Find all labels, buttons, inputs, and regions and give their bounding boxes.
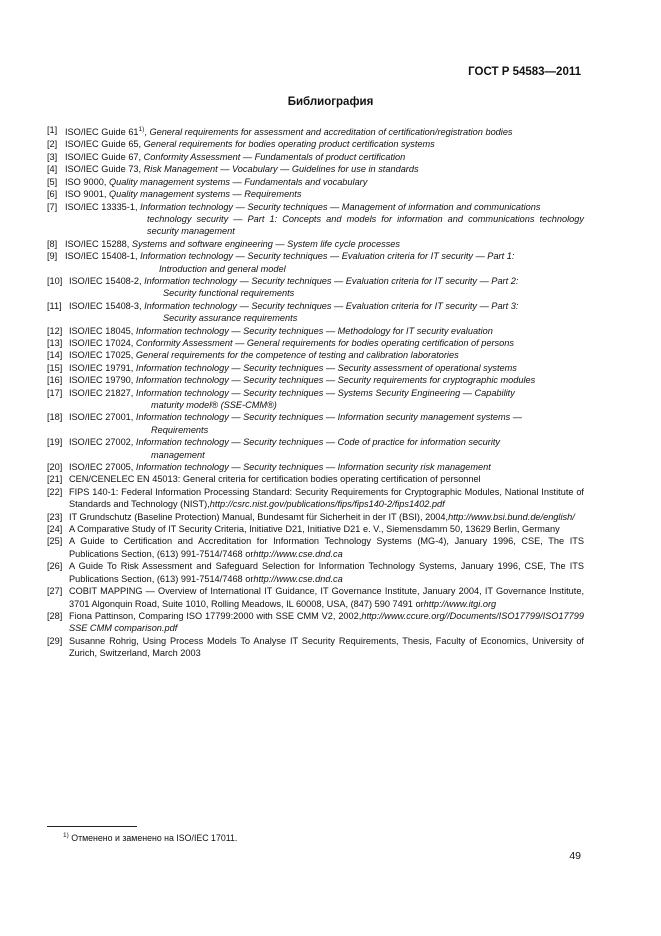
- bibliography-entry: [47, 275, 584, 300]
- entry-reference: ISO/IEC 18045: [69, 325, 131, 336]
- entry-separator: ,: [138, 300, 145, 311]
- entry-number: [4]: [47, 164, 58, 175]
- entry-reference: ISO/IEC Guide 61: [65, 127, 139, 138]
- entry-reference: ISO/IEC 15408-1: [65, 251, 135, 262]
- entry-reference: ISO/IEC Guide 65: [65, 139, 139, 150]
- entry-body: [69, 300, 584, 325]
- entry-number: [23]: [47, 511, 63, 522]
- entry-body: [69, 511, 584, 523]
- bibliography-entry: [47, 325, 584, 337]
- bibliography-entry: [47, 250, 584, 275]
- entry-title: Information technology — Security techniques — Systems Security Engineering — Capability: [135, 387, 515, 398]
- footnote-marker: 1): [63, 832, 69, 839]
- entry-url: http://www.itgi.org: [423, 598, 497, 609]
- entry-number: [21]: [47, 474, 63, 485]
- entry-body: [69, 362, 584, 374]
- entry-number: [14]: [47, 350, 63, 361]
- entry-body: [69, 486, 584, 511]
- entry-separator: ,: [130, 337, 136, 348]
- entry-number: [1]: [47, 125, 58, 135]
- bibliography-entry: [47, 374, 584, 386]
- entry-separator: ,: [130, 437, 136, 448]
- bibliography-entry: [47, 560, 584, 585]
- entry-title: Quality management systems — Requirements: [108, 189, 302, 200]
- entry-title: Systems and software engineering — System life cycle processes: [131, 238, 400, 249]
- entry-body: [69, 374, 584, 386]
- entry-reference: ISO 9000: [65, 176, 104, 187]
- bibliography-entry: [47, 473, 584, 485]
- entry-title: Information technology — Security techniques — Evaluation criteria for IT security — Part 1:: [140, 251, 515, 262]
- bibliography-entry: [47, 349, 584, 361]
- entry-number: [17]: [47, 387, 63, 398]
- footnote-marker: 1): [138, 126, 145, 133]
- bibliography-entry: [47, 300, 584, 325]
- entry-body: [65, 163, 584, 175]
- footnote-divider: [47, 826, 137, 827]
- page-number: 49: [569, 850, 581, 862]
- bibliography-list: [47, 124, 584, 660]
- entry-body: [69, 349, 584, 361]
- entry-reference: ISO/IEC 19790: [69, 375, 131, 386]
- entry-number: [15]: [47, 362, 63, 373]
- bibliography-entry: [47, 511, 584, 523]
- bibliography-entry: [47, 163, 584, 175]
- entry-text: A Guide To Risk Assessment and Safeguard Selection for Information Technology Systems, January 1996, CSE, The ITS Publications Section, (613) 991-7514/7468 or: [69, 561, 584, 584]
- entry-body: [69, 560, 584, 585]
- footnote: [63, 832, 237, 843]
- entry-url: http://csrc.nist.gov/publications/fips/fips140-2/fips1402.pdf: [209, 499, 445, 510]
- entry-body: [69, 325, 584, 337]
- entry-title-continued: maturity model® (SSE-CMM®): [151, 400, 277, 410]
- entry-title-continued: management: [151, 449, 205, 460]
- entry-number: [28]: [47, 610, 63, 621]
- entry-number: [18]: [47, 412, 63, 423]
- entry-title: Information technology — Security techniques — Security requirements for cryptographic modules: [135, 375, 536, 386]
- entry-title: Information technology — Security techniques — Information security management systems —: [135, 412, 522, 423]
- entry-title: General requirements for assessment and accreditation of certification/registration bodies: [149, 127, 513, 138]
- entry-reference: ISO/IEC 15408-3: [69, 300, 139, 311]
- entry-reference: ISO/IEC 13335-1: [65, 201, 135, 212]
- bibliography-entry: [47, 151, 584, 163]
- entry-reference: ISO/IEC 27001: [69, 412, 131, 423]
- entry-body: [69, 436, 584, 461]
- entry-separator: ,: [138, 151, 144, 162]
- entry-title-continued: technology security — Part 1: Concepts and models for information and communications technology security management: [147, 213, 584, 237]
- entry-separator: ,: [126, 238, 132, 249]
- bibliography-entry: [47, 461, 584, 473]
- entry-title-continued: Introduction and general model: [159, 263, 286, 274]
- entry-reference: ISO/IEC 27005: [69, 462, 131, 473]
- bibliography-entry: [47, 201, 584, 238]
- entry-title: Risk Management — Vocabulary — Guidelines for use in standards: [143, 164, 419, 175]
- entry-number: [9]: [47, 251, 58, 262]
- entry-number: [10]: [47, 275, 63, 286]
- entry-body: [69, 275, 584, 300]
- entry-body: [69, 387, 584, 412]
- bibliography-entry: [47, 238, 584, 250]
- entry-body: [69, 535, 584, 560]
- entry-reference: ISO 9001: [65, 189, 104, 200]
- entry-body: [65, 151, 584, 163]
- bibliography-entry: [47, 188, 584, 200]
- entry-title: Information technology — Security techniques — Evaluation criteria for IT security — Part 3:: [144, 300, 519, 311]
- entry-reference: ISO/IEC Guide 67: [65, 151, 139, 162]
- bibliography-entry: [47, 138, 584, 150]
- entry-reference: ISO/IEC 27002: [69, 437, 131, 448]
- entry-text: COBIT MAPPING — Overview of International IT Guidance, IT Governance Institute, January 2004, IT Governance Institute, 3701 Algonquin Road, Suite 1010, Rolling Meadows, IL 60008, USA, (847) 590 7491 or: [69, 586, 584, 609]
- entry-number: [24]: [47, 524, 63, 535]
- entry-separator: ,: [130, 462, 136, 473]
- entry-text: Fiona Pattinson, Comparing ISO 17799:2000 with SSE CMM V2, 2002,: [69, 610, 362, 621]
- entry-title-continued: Requirements: [151, 424, 209, 435]
- entry-text: IT Grundschutz (Baseline Protection) Manual, Bundesamt für Sicherheit in der IT (BSI), 2004,: [69, 511, 449, 522]
- entry-title: General requirements for bodies operating product certification systems: [143, 139, 435, 150]
- entry-number: [6]: [47, 189, 58, 200]
- bibliography-entry: [47, 523, 584, 535]
- entry-body: [65, 124, 584, 138]
- entry-separator: ,: [130, 387, 136, 398]
- entry-separator: ,: [130, 325, 136, 336]
- bibliography-entry: [47, 635, 584, 660]
- bibliography-entry: [47, 387, 584, 412]
- bibliography-entry: [47, 411, 584, 436]
- entry-body: [69, 411, 584, 436]
- entry-body: [65, 188, 584, 200]
- bibliography-entry: [47, 436, 584, 461]
- entry-separator: ,: [138, 164, 144, 175]
- entry-title: Information technology — Security techniques — Information security risk management: [135, 462, 491, 473]
- entry-number: [26]: [47, 561, 63, 572]
- entry-reference: ISO/IEC Guide 73: [65, 164, 139, 175]
- entry-number: [7]: [47, 201, 58, 212]
- bibliography-entry: [47, 610, 584, 635]
- bibliography-entry: [47, 337, 584, 349]
- entry-text: A Comparative Study of IT Security Criteria, Initiative D21, Initiative D21 e. V., Siemensdamm 50, 13629 Berlin, Germany: [69, 524, 560, 535]
- entry-number: [2]: [47, 139, 58, 150]
- entry-body: [65, 201, 584, 238]
- entry-separator: ,: [130, 350, 136, 361]
- entry-body: [65, 250, 584, 275]
- entry-body: [69, 461, 584, 473]
- entry-body: [65, 138, 584, 150]
- entry-title: Conformity Assessment — Fundamentals of product certification: [143, 151, 406, 162]
- entry-title: General requirements for the competence of testing and calibration laboratories: [135, 350, 459, 361]
- bibliography-entry: [47, 362, 584, 374]
- entry-body: [65, 176, 584, 188]
- entry-reference: ISO/IEC 15408-2: [69, 275, 139, 286]
- entry-number: [8]: [47, 238, 58, 249]
- entry-separator: ,: [138, 275, 145, 286]
- entry-body: [69, 585, 584, 610]
- entry-number: [11]: [47, 300, 62, 311]
- entry-body: [69, 473, 584, 485]
- bibliography-entry: [47, 585, 584, 610]
- bibliography-entry: [47, 535, 584, 560]
- entry-separator: ,: [103, 176, 109, 187]
- entry-url: http://www.cse.dnd.ca: [253, 548, 343, 559]
- entry-number: [27]: [47, 586, 63, 597]
- entry-title: Quality management systems — Fundamentals and vocabulary: [108, 176, 368, 187]
- entry-number: [12]: [47, 325, 63, 336]
- entry-body: [69, 337, 584, 349]
- entry-title: Information technology — Security techniques — Evaluation criteria for IT security — Part 2:: [144, 275, 519, 286]
- entry-number: [13]: [47, 337, 63, 348]
- entry-url: http://www.bsi.bund.de/english/: [448, 511, 575, 522]
- entry-reference: ISO/IEC 17024: [69, 337, 131, 348]
- entry-reference: ISO/IEC 21827: [69, 387, 131, 398]
- entry-body: [65, 238, 584, 250]
- entry-number: [16]: [47, 375, 63, 386]
- entry-title: Conformity Assessment — General requirements for bodies operating certification of persons: [135, 337, 514, 348]
- entry-reference: ISO/IEC 15288: [65, 238, 127, 249]
- entry-title: Information technology — Security techniques — Management of information and communications: [140, 201, 541, 212]
- entry-number: [3]: [47, 151, 58, 162]
- entry-separator: ,: [138, 139, 144, 150]
- entry-url: http://www.ccure.org//Documents/ISO17799/ISO17799 SSE CMM comparison.pdf: [69, 610, 584, 634]
- entry-text: Susanne Rohrig, Using Process Models To Analyse IT Security Requirements, Thesis, Faculty of Economics, University of Zurich, Switzerland, March 2003: [69, 635, 584, 659]
- entry-body: [69, 635, 584, 660]
- entry-title: Information technology — Security techniques — Code of practice for information security: [135, 437, 501, 448]
- footnote-text: Отменено и заменено на ISO/IEC 17011.: [68, 832, 238, 843]
- entry-reference: ISO/IEC 19791: [69, 362, 131, 373]
- entry-separator: ,: [130, 375, 136, 386]
- entry-number: [25]: [47, 536, 63, 547]
- entry-number: [22]: [47, 486, 63, 497]
- entry-body: [69, 523, 584, 535]
- entry-separator: ,: [134, 251, 141, 262]
- entry-number: [19]: [47, 437, 63, 448]
- document-code: ГОСТ Р 54583—2011: [468, 66, 581, 78]
- bibliography-entry: [47, 124, 584, 138]
- entry-separator: ,: [144, 127, 150, 138]
- entry-title: Information technology — Security techniques — Methodology for IT security evaluation: [135, 325, 493, 336]
- entry-separator: ,: [134, 201, 141, 212]
- entry-reference: ISO/IEC 17025: [69, 350, 131, 361]
- entry-text: FIPS 140-1: Federal Information Processing Standard: Security Requirements for Cryptographic Modules, National Institute of Standards and Technology (NIST),: [69, 486, 584, 510]
- bibliography-entry: [47, 486, 584, 511]
- entry-separator: ,: [130, 362, 136, 373]
- entry-separator: ,: [130, 412, 136, 423]
- entry-number: [20]: [47, 462, 63, 473]
- entry-number: [29]: [47, 635, 63, 646]
- entry-text: A Guide to Certification and Accreditation for Information Technology Systems (MG-4), January 1996, CSE, The ITS Publications Section, (613) 991-7514/7468 or: [69, 536, 584, 559]
- entry-body: [69, 610, 584, 635]
- entry-url: http://www.cse.dnd.ca: [253, 573, 343, 584]
- entry-number: [5]: [47, 176, 58, 187]
- bibliography-entry: [47, 176, 584, 188]
- page-title: Библиография: [287, 96, 374, 108]
- entry-separator: ,: [103, 189, 109, 200]
- entry-title: Information technology — Security techniques — Security assessment of operational systems: [135, 362, 517, 373]
- entry-title-continued: Security functional requirements: [163, 288, 295, 299]
- entry-title-continued: Security assurance requirements: [163, 313, 298, 324]
- entry-text: CEN/CENELEC EN 45013: General criteria for certification bodies operating certification of personnel: [69, 474, 481, 485]
